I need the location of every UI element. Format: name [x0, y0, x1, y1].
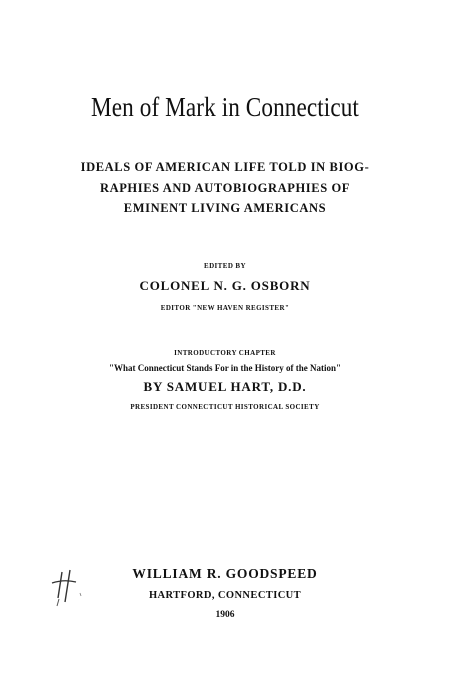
book-title: Men of Mark in Connecticut — [91, 92, 359, 122]
subtitle-line-1: IDEALS OF AMERICAN LIFE TOLD IN BIOG- — [80, 160, 370, 174]
editor-name: COLONEL N. G. OSBORN — [139, 278, 311, 293]
editor-role: EDITOR "NEW HAVEN REGISTER" — [160, 304, 290, 312]
intro-chapter-title: "What Connecticut Stands For in the History of the Nation" — [108, 363, 342, 373]
subtitle-line-2: RAPHIES AND AUTOBIOGRAPHIES OF — [99, 181, 351, 195]
publication-year: 1906 — [215, 610, 235, 620]
publisher-name: WILLIAM R. GOODSPEED — [132, 566, 318, 581]
intro-chapter-label: INTRODUCTORY CHAPTER — [174, 349, 276, 357]
publisher-city: HARTFORD, CONNECTICUT — [148, 590, 302, 601]
subtitle-line-3: EMINENT LIVING AMERICANS — [123, 201, 327, 215]
edited-by-label: EDITED BY — [204, 262, 246, 270]
intro-author: BY SAMUEL HART, D.D. — [143, 379, 307, 394]
intro-author-role: PRESIDENT CONNECTICUT HISTORICAL SOCIETY — [130, 403, 320, 411]
